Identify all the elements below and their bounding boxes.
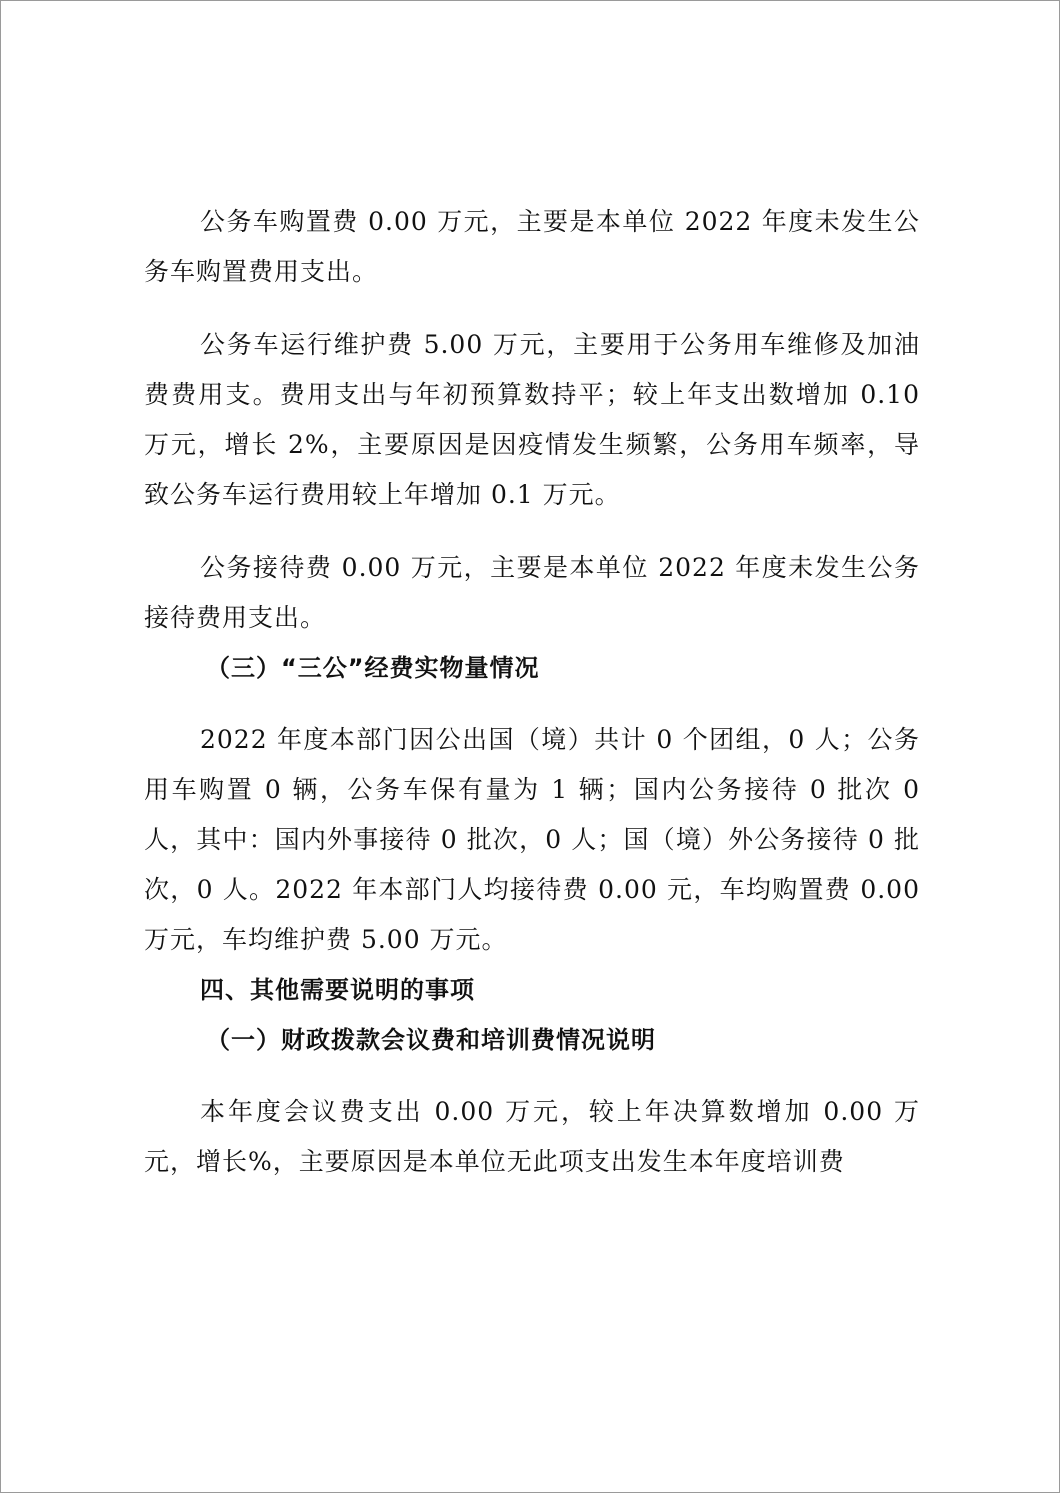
paragraph-reception-fee: 公务接待费 0.00 万元，主要是本单位 2022 年度未发生公务接待费用支出。 xyxy=(144,553,920,632)
heading-other-matters: 四、其他需要说明的事项 xyxy=(200,976,475,1004)
paragraph-sanggong-quantity-detail: 2022 年度本部门因公出国（境）共计 0 个团组，0 人；公务用车购置 0 辆，公务车保有量为 1 辆；国内公务接待 0 批次 0 人，其中：国内外事接待 0 批次，0 人；国（境）外公务接待 0 批次，0 人。2022 年本部门人均接待费 0.00 元，车均购置费 0.00 万元，车均维护费 5.00 万元。 xyxy=(144,725,920,954)
paragraph-meeting-fee-detail: 本年度会议费支出 0.00 万元，较上年决算数增加 0.00 万元，增长%，主要原因是本单位无此项支出发生本年度培训费 xyxy=(144,1097,920,1176)
heading-meeting-training-fees: （一）财政拨款会议费和培训费情况说明 xyxy=(206,1026,656,1054)
document-body xyxy=(144,197,920,1187)
paragraph-vehicle-purchase-fee: 公务车购置费 0.00 万元，主要是本单位 2022 年度未发生公务车购置费用支出。 xyxy=(144,207,920,286)
heading-sanggong-quantity: （三）“三公”经费实物量情况 xyxy=(206,654,540,682)
paragraph-vehicle-maintenance-fee: 公务车运行维护费 5.00 万元，主要用于公务用车维修及加油费费用支。费用支出与年初预算数持平；较上年支出数增加 0.10 万元，增长 2%，主要原因是因疫情发生频繁，公务用车频率，导致公务车运行费用较上年增加 0.1 万元。 xyxy=(144,330,920,509)
